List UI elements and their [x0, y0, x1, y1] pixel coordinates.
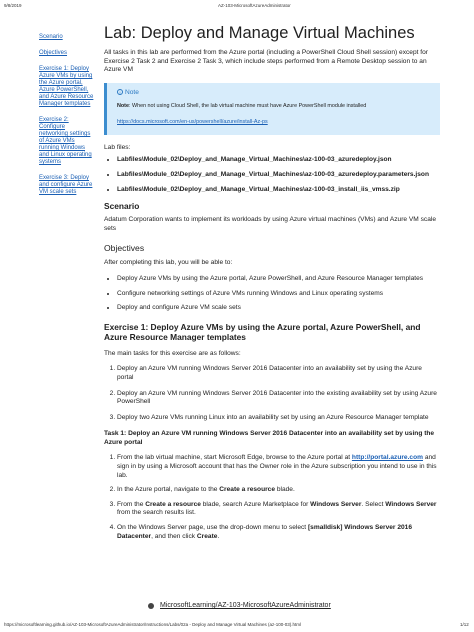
page-number: 1/12 [460, 622, 469, 627]
portal-link[interactable]: http://portal.azure.com [351, 454, 423, 462]
list-item: • Labfiles\Module_02\Deploy_and_Manage_Virtual_Machines\az-100-03_install_iis_vmss.zip [117, 186, 440, 195]
list-item [117, 524, 440, 541]
lab-files-label: Lab files: [104, 143, 131, 151]
step-text: . Select [361, 500, 386, 508]
print-title: AZ-103-MicrosoftAzureAdministrator [218, 3, 291, 8]
list-item: • Labfiles\Module_02\Deploy_and_Manage_Virtual_Machines\az-100-03_azuredeploy.parameters.json [117, 171, 440, 180]
step-bold: Windows Server [310, 500, 362, 508]
step-text: from the search results list. [117, 509, 196, 517]
sidebar-nav [39, 34, 95, 205]
sidebar-item-exercise-1[interactable]: Exercise 1: Deploy Azure VMs by using the Azure portal, Azure PowerShell, and Azure Resource Manager templates [39, 66, 94, 107]
sidebar-item-scenario[interactable]: Scenario [39, 34, 63, 40]
list-item: • Deploy Azure VMs by using the Azure portal, Azure PowerShell, and Azure Resource Manager templates [117, 275, 440, 284]
scenario-text: Adatum Corporation wants to implement its workloads by using Azure virtual machines (VMs) and Azure VM scale sets [104, 216, 437, 232]
step-text: , and then click [151, 532, 197, 540]
sidebar-item-exercise-3[interactable]: Exercise 3: Deploy and configure Azure VM scale sets [39, 175, 93, 195]
intro-paragraph: All tasks in this lab are performed from the Azure portal (including a PowerShell Cloud Shell session) except for Exercise 2 Task 2 and Exercise 2 Task 3, which include steps performed from a Remote Desktop session to an Azure VM [104, 49, 428, 74]
note-label: Note [125, 88, 139, 96]
step-text: . [217, 532, 220, 540]
main-content [104, 24, 440, 549]
note-text [117, 103, 432, 110]
step-text: From the [117, 500, 146, 508]
list-item: • Labfiles\Module_02\Deploy_and_Manage_Virtual_Machines\az-100-03_azuredeploy.json [117, 156, 440, 165]
step-bold: Create [196, 532, 218, 540]
list-item: • Configure networking settings of Azure VMs running Windows and Linux operating systems [117, 290, 440, 299]
sidebar-item-objectives[interactable]: Objectives [39, 50, 68, 56]
list-item [117, 501, 440, 518]
task-1-title: Task 1: Deploy an Azure VM running Windows Server 2016 Datacenter into an availability set by using the Azure portal [104, 430, 435, 446]
info-icon: i [117, 89, 123, 95]
list-item: • Deploy and configure Azure VM scale sets [117, 304, 440, 313]
repo-link-text: MicrosoftLearning/AZ-103-MicrosoftAzureAdministrator [160, 602, 331, 609]
scenario-heading: Scenario [104, 201, 140, 212]
page-title: Lab: Deploy and Manage Virtual Machines [104, 24, 415, 42]
print-date: 9/8/2019 [4, 3, 22, 8]
tasks-intro: The main tasks for this exercise are as follows: [104, 349, 241, 357]
list-item: 2. Deploy an Azure VM running Windows Server 2016 Datacenter into the existing availability set by using Azure PowerShell [117, 390, 440, 407]
objectives-heading: Objectives [104, 243, 145, 254]
tasks-list [104, 365, 440, 422]
note-prefix: Note [117, 102, 129, 109]
objectives-list [104, 275, 440, 313]
sidebar-item-exercise-2[interactable]: Exercise 2: Configure networking settings of Azure VMs running Windows and Linux operating systems [39, 117, 92, 165]
task-1-steps [104, 454, 440, 541]
step-text: In the Azure portal, navigate to the [117, 486, 220, 494]
step-text: blade, search Azure Marketplace for [200, 500, 311, 508]
list-item [117, 486, 440, 495]
note-body: : When not using Cloud Shell, the lab virtual machine must have Azure PowerShell module installed [128, 102, 367, 109]
objectives-intro: After completing this lab, you will be able to: [104, 259, 233, 267]
note-box [104, 83, 440, 135]
repo-link[interactable] [148, 602, 331, 609]
step-bold: Create a resource [219, 486, 275, 494]
lab-files-list [104, 156, 440, 194]
print-url: https://microsoftlearning.github.io/AZ-103-MicrosoftAzureAdministrator/Instructions/Labs/02a - Deploy and Manage Virtual Machines (az-100-03).html [4, 622, 302, 627]
step-text: and sign in by using a Microsoft account that has the Owner role in the Azure subscription you intend to use in this lab. [117, 454, 437, 479]
step-bold: [smalldisk] Windows Server 2016 Datacenter [117, 524, 412, 540]
exercise-1-heading: Exercise 1: Deploy Azure VMs by using the Azure portal, Azure PowerShell, and Azure Resource Manager templates [104, 321, 421, 342]
list-item [117, 454, 440, 480]
list-item: 3. Deploy two Azure VMs running Linux into an availability set by using an Azure Resource Manager template [117, 414, 440, 423]
step-text: On the Windows Server page, use the drop-down menu to select [117, 524, 308, 532]
step-bold: Create a resource [145, 500, 201, 508]
note-header [117, 89, 432, 96]
list-item: 1. Deploy an Azure VM running Windows Server 2016 Datacenter into an availability set by using the Azure portal [117, 365, 440, 382]
step-bold: Windows Server [385, 500, 437, 508]
step-text: From the lab virtual machine, start Microsoft Edge, browse to the Azure portal at [117, 454, 352, 462]
note-link[interactable]: https://docs.microsoft.com/en-us/powershell/azure/install-Az-ps [117, 118, 268, 125]
github-icon [148, 603, 154, 609]
step-text: blade. [275, 486, 295, 494]
